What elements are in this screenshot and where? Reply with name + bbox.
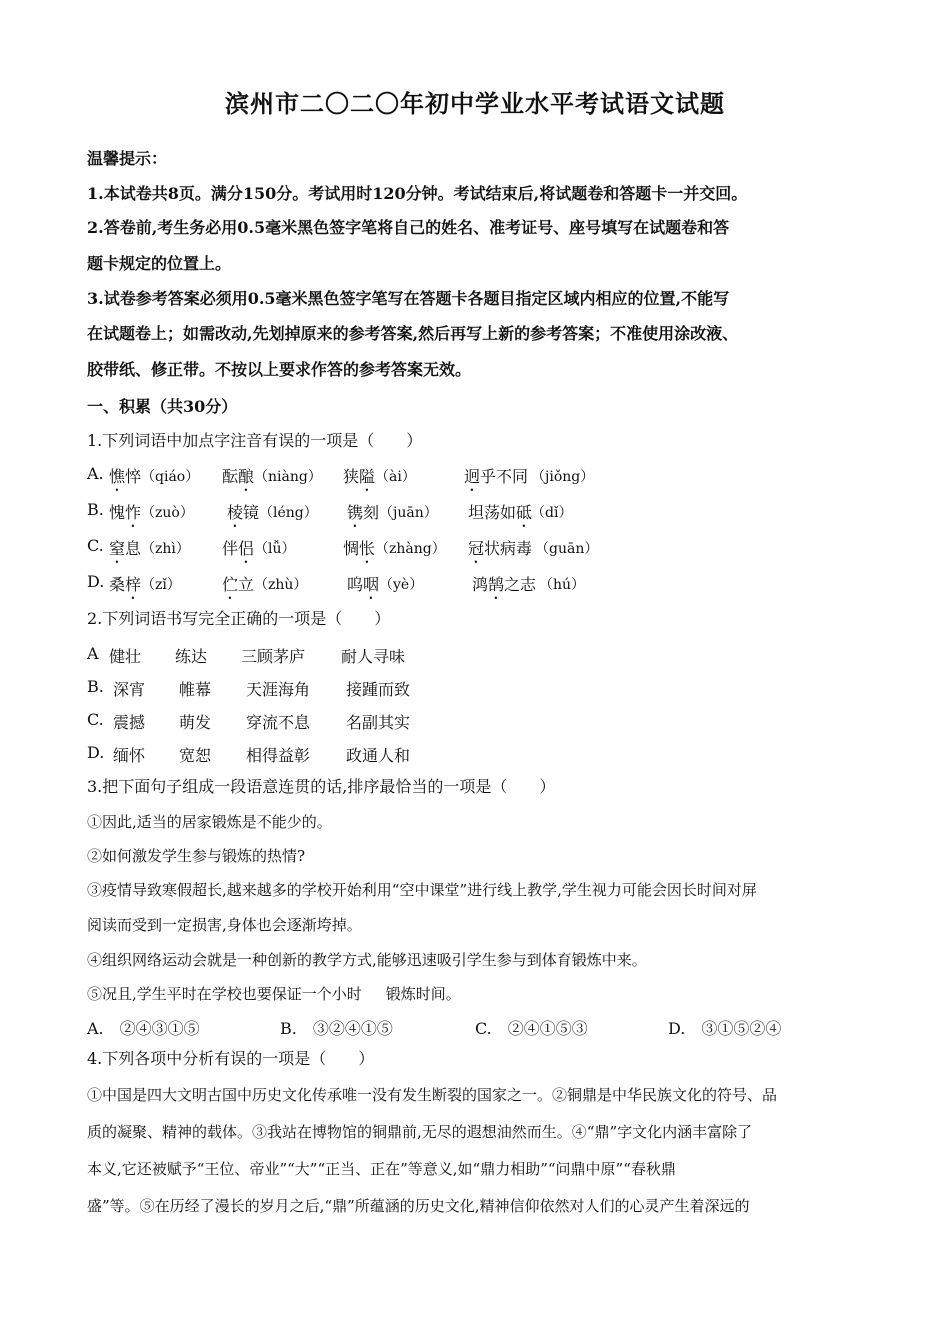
word-3: 呜咽 bbox=[347, 575, 380, 594]
word-4: 坦荡如砥 bbox=[468, 503, 533, 522]
word-4: 鸿鹄之志 bbox=[472, 575, 537, 594]
page-title: 滨州市二〇二〇年初中学业水平考试语文试题 bbox=[225, 89, 725, 118]
pinyin-3: （juān） bbox=[379, 505, 438, 521]
word: 名副其实 bbox=[346, 713, 411, 732]
word-1: 憔悴 bbox=[109, 467, 142, 486]
pinyin-1: （zǐ） bbox=[141, 577, 181, 593]
word: 深宵 bbox=[113, 680, 146, 699]
word: 帷幕 bbox=[179, 680, 212, 699]
option-letter: D. bbox=[87, 572, 105, 591]
word-1: 愧怍 bbox=[109, 503, 142, 522]
word-2: 棱镜 bbox=[227, 503, 260, 522]
word-1: 窒息 bbox=[109, 539, 142, 558]
word-2: 伫立 bbox=[222, 575, 255, 594]
option-letter: B. bbox=[87, 677, 104, 696]
q4-paragraph-line-4: 盛”等。⑤在历经了漫长的岁月之后,“鼎”所蕴涵的历史文化,精神信仰依然对人们的心灵产生着深远的 bbox=[87, 1197, 750, 1215]
word-3: 惆怅 bbox=[343, 539, 376, 558]
pinyin-3: （zhàng） bbox=[375, 541, 446, 557]
pinyin-2: （zhù） bbox=[254, 577, 308, 593]
word: 耐人寻味 bbox=[341, 647, 406, 666]
option-letter: C. bbox=[87, 536, 104, 555]
word: 缅怀 bbox=[113, 746, 146, 765]
tip-line-6: 胶带纸、修正带。不按以上要求作答的参考答案无效。 bbox=[87, 360, 472, 379]
tip-line-1: 1.本试卷共8页。满分150分。考试用时120分钟。考试结束后,将试题卷和答题卡一并交回。 bbox=[87, 184, 748, 203]
word: 震撼 bbox=[113, 713, 146, 732]
word: 穿流不息 bbox=[246, 713, 311, 732]
pinyin-1: （zuò） bbox=[141, 505, 194, 521]
q2-stem: 2.下列词语书写完全正确的一项是（ ） bbox=[87, 609, 391, 628]
pinyin-4: （jiǒng） bbox=[531, 469, 595, 485]
q3-option-d: D. ③①⑤②④ bbox=[668, 1019, 782, 1038]
word-3: 狭隘 bbox=[343, 467, 376, 486]
pinyin-3: （yè） bbox=[379, 577, 424, 593]
q3-sentence-3: ③疫情导致寒假超长,越来越多的学校开始利用“空中课堂”进行线上教学,学生视力可能会因长时间对屏 bbox=[87, 881, 757, 899]
word-2: 伴侣 bbox=[222, 539, 255, 558]
word-4: 迥乎不同 bbox=[464, 467, 529, 486]
q3-option-c: C. ②④①⑤③ bbox=[475, 1019, 588, 1038]
q3-sentence-3-cont: 阅读而受到一定损害,身体也会逐渐垮掉。 bbox=[87, 916, 362, 934]
option-letter: C. bbox=[87, 710, 104, 729]
word-4: 冠状病毒 bbox=[468, 539, 533, 558]
option-letter: A bbox=[87, 644, 99, 663]
q3-option-b: B. ③②④①⑤ bbox=[280, 1019, 393, 1038]
pinyin-1: （qiáo） bbox=[141, 469, 200, 485]
tip-label: 温馨提示： bbox=[87, 149, 168, 168]
option-letter: B. bbox=[87, 500, 104, 519]
option-letter: D. bbox=[87, 743, 105, 762]
pinyin-3: （ài） bbox=[375, 469, 416, 485]
q3-sentence-4: ④组织网络运动会就是一种创新的教学方式,能够迅速吸引学生参与到体育锻炼中来。 bbox=[87, 951, 647, 969]
tip-line-3: 题卡规定的位置上。 bbox=[87, 254, 232, 273]
q4-stem: 4.下列各项中分析有误的一项是（ ） bbox=[87, 1049, 375, 1068]
word: 练达 bbox=[175, 647, 208, 666]
q3-option-a: A. ②④③①⑤ bbox=[87, 1019, 200, 1038]
pinyin-1: （zhì） bbox=[141, 541, 190, 557]
q1-stem: 1.下列词语中加点字注音有误的一项是（ ） bbox=[87, 431, 423, 450]
q4-paragraph-line-1: ①中国是四大文明古国中历史文化传承唯一没有发生断裂的国家之一。②铜鼎是中华民族文化的符号、品 bbox=[87, 1086, 778, 1104]
pinyin-2: （lǚ） bbox=[254, 541, 296, 557]
word-3: 镌刻 bbox=[347, 503, 380, 522]
word: 萌发 bbox=[179, 713, 212, 732]
pinyin-4: （dǐ） bbox=[531, 505, 573, 521]
q3-stem: 3.把下面句子组成一段语意连贯的话,排序最恰当的一项是（ ） bbox=[87, 777, 556, 796]
word: 天涯海角 bbox=[246, 680, 311, 699]
tip-line-2: 2.答卷前,考生务必用0.5毫米黑色签字笔将自己的姓名、准考证号、座号填写在试题卷和答 bbox=[87, 218, 730, 237]
word: 三顾茅庐 bbox=[241, 647, 306, 666]
q4-paragraph-line-2: 质的凝聚、精神的载体。③我站在博物馆的铜鼎前,无尽的遐想油然而生。④“鼎”字文化内涵丰富除了 bbox=[87, 1123, 753, 1141]
section-heading: 一、积累（共30分） bbox=[87, 397, 238, 416]
word: 相得益彰 bbox=[246, 746, 311, 765]
word-1: 桑梓 bbox=[109, 575, 142, 594]
tip-line-4: 3.试卷参考答案必须用0.5毫米黑色签字笔写在答题卡各题目指定区域内相应的位置,不能写 bbox=[87, 289, 730, 308]
tip-line-5: 在试题卷上；如需改动,先划掉原来的参考答案,然后再写上新的参考答案；不准使用涂改液、 bbox=[87, 324, 739, 343]
word: 宽恕 bbox=[179, 746, 212, 765]
pinyin-4: （hú） bbox=[539, 577, 586, 593]
q4-paragraph-line-3: 本义,它还被赋予“王位、帝业”“大”“正当、正在”等意义,如“鼎力相助”“问鼎中原”“春秋鼎 bbox=[87, 1160, 676, 1178]
word: 政通人和 bbox=[346, 746, 411, 765]
q3-sentence-1: ①因此,适当的居家锻炼是不能少的。 bbox=[87, 813, 332, 831]
word-2: 酝酿 bbox=[222, 467, 255, 486]
q3-sentence-2: ②如何激发学生参与锻炼的热情? bbox=[87, 847, 306, 865]
option-letter: A. bbox=[87, 464, 104, 483]
word: 接踵而致 bbox=[346, 680, 411, 699]
pinyin-2: （niàng） bbox=[254, 469, 322, 485]
word: 健壮 bbox=[109, 647, 142, 666]
pinyin-4: （guān） bbox=[535, 541, 599, 557]
pinyin-2: （léng） bbox=[259, 505, 318, 521]
q3-sentence-5: ⑤况且,学生平时在学校也要保证一个小时 锻炼时间。 bbox=[87, 985, 461, 1003]
